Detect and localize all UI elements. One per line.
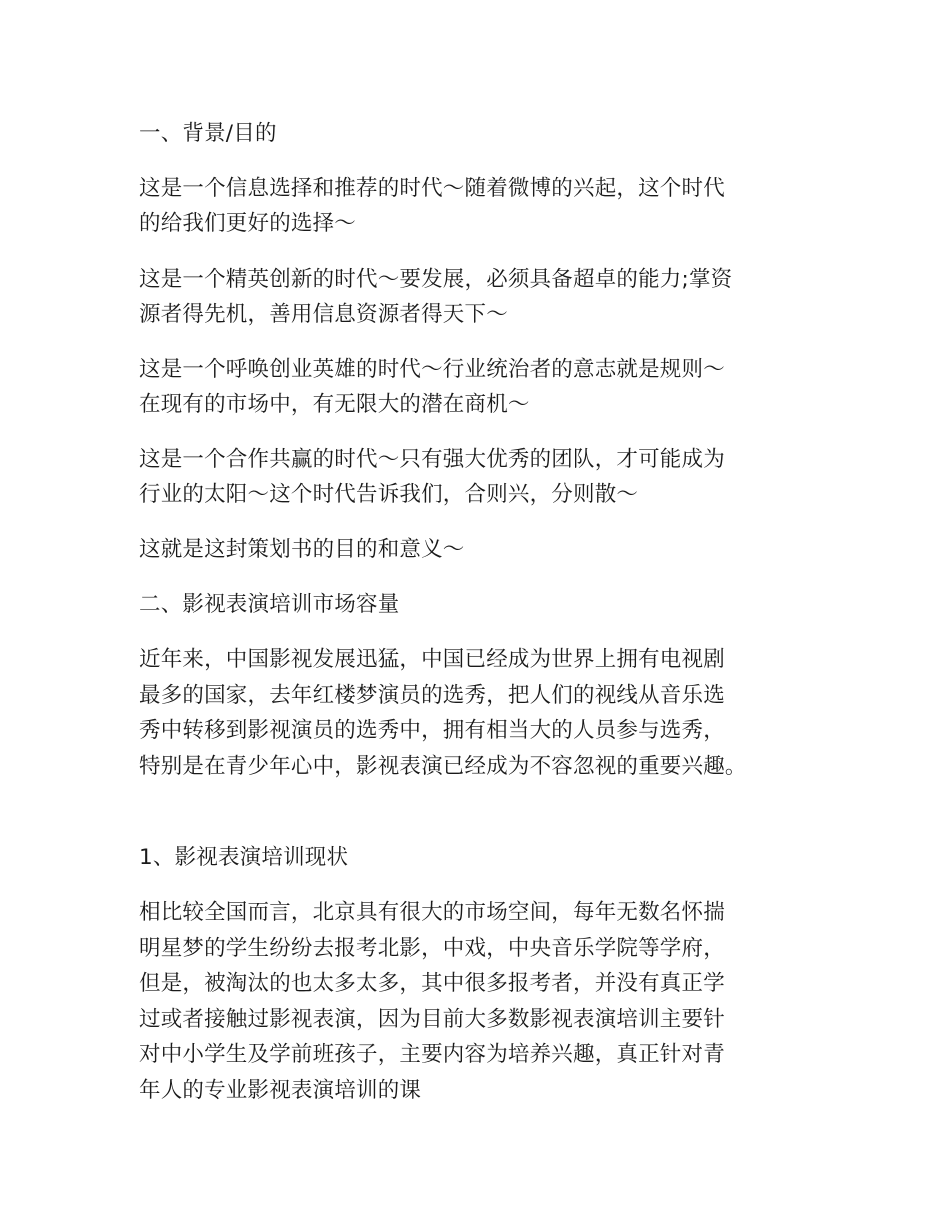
paragraph-line: 这是一个信息选择和推荐的时代～随着微博的兴起，这个时代 [139, 176, 725, 201]
paragraph-line: 过或者接触过影视表演，因为目前大多数影视表演培训主要针 [139, 1007, 725, 1032]
paragraph-line: 对中小学生及学前班孩子，主要内容为培养兴趣，真正针对青 [139, 1042, 725, 1067]
paragraph-line: 在现有的市场中，有无限大的潜在商机～ [139, 392, 530, 417]
paragraph-line: 近年来，中国影视发展迅猛，中国已经成为世界上拥有电视剧 [139, 647, 725, 672]
paragraph-line: 最多的国家，去年红楼梦演员的选秀，把人们的视线从音乐选 [139, 683, 725, 708]
paragraph-line: 但是，被淘汰的也太多太多，其中很多报考者，并没有真正学 [139, 971, 725, 996]
paragraph-line: 秀中转移到影视演员的选秀中，拥有相当大的人员参与选秀， [139, 718, 725, 743]
paragraph-line: 这就是这封策划书的目的和意义～ [139, 537, 465, 562]
section-heading-market-capacity: 二、影视表演培训市场容量 [139, 592, 400, 617]
paragraph-line: 年人的专业影视表演培训的课 [139, 1078, 422, 1103]
paragraph-line: 这是一个精英创新的时代～要发展，必须具备超卓的能力;掌资 [139, 267, 733, 292]
paragraph-line: 这是一个合作共赢的时代～只有强大优秀的团队，才可能成为 [139, 447, 725, 472]
paragraph-line: 特别是在青少年心中，影视表演已经成为不容忽视的重要兴趣。 [139, 754, 747, 779]
paragraph-line: 行业的太阳～这个时代告诉我们，合则兴，分则散～ [139, 482, 639, 507]
section-heading-background-purpose: 一、背景/目的 [139, 121, 277, 146]
paragraph-line: 这是一个呼唤创业英雄的时代～行业统治者的意志就是规则～ [139, 357, 725, 382]
subsection-heading-training-status: 1、影视表演培训现状 [139, 845, 349, 870]
paragraph-line: 的给我们更好的选择～ [139, 211, 357, 236]
paragraph-line: 明星梦的学生纷纷去报考北影，中戏，中央音乐学院等学府， [139, 936, 725, 961]
paragraph-line: 源者得先机，善用信息资源者得天下～ [139, 302, 508, 327]
paragraph-line: 相比较全国而言，北京具有很大的市场空间，每年无数名怀揣 [139, 900, 725, 925]
